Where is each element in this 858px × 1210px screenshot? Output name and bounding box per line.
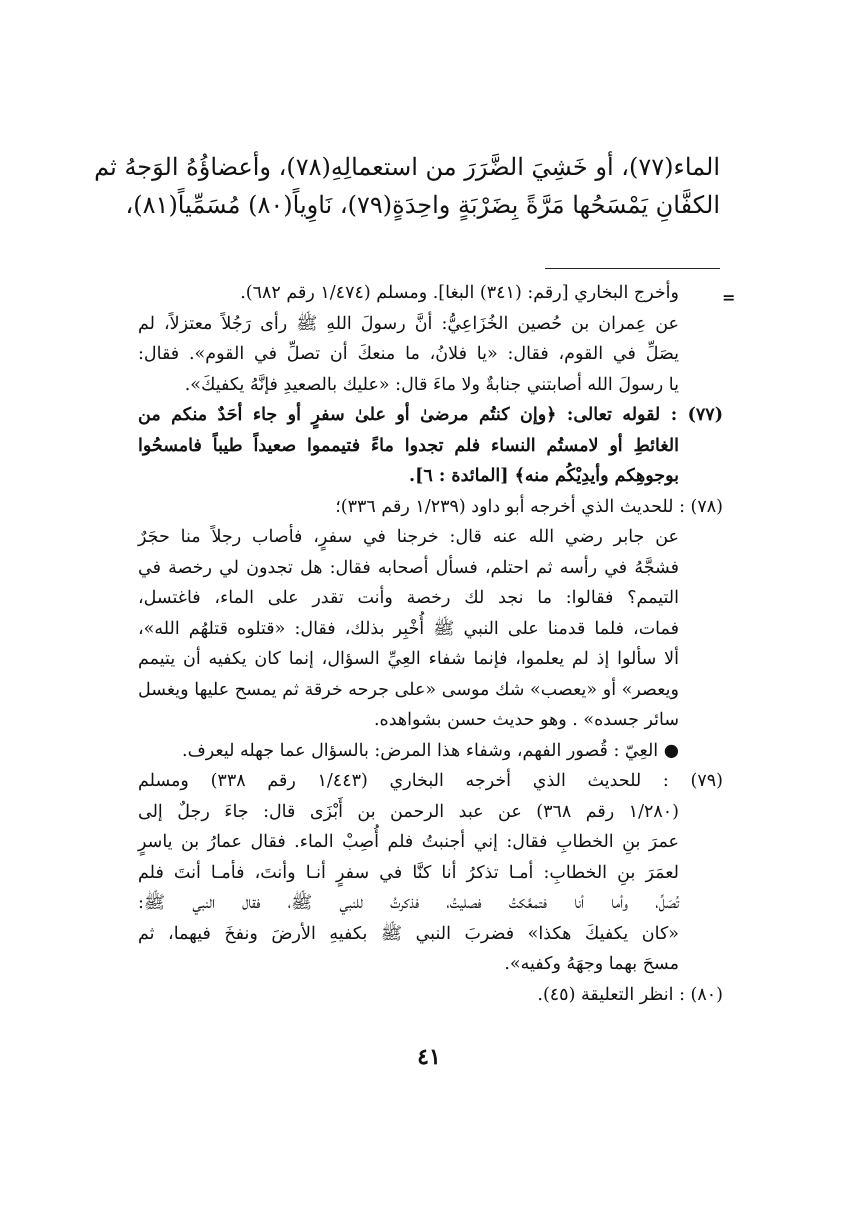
footnote-line: (٧٧) : لقوله تعالى: ﴿وإن كنتُم مرضىٰ أو علىٰ سفرٍ أو جاء أحَدٌ منكم من [138,405,723,425]
footnotes [138,278,723,1010]
footnote-line: (٨٠) : انظر التعليقة (٤٥). [537,984,723,1005]
footnote-line: عن جابر رضي الله عنه قال: خرجنا في سفرٍ، فأصاب رجلاً منا حجَرٌ [138,527,679,547]
footnote-line: يصَلِّ في القوم، فقال: «يا فلانُ، ما منعكَ أن تصلِّ في القوم». فقال: [138,344,679,364]
footnote-line: عمرَ بنِ الخطابِ فقال: إني أجنبتُ فلم أُصِبْ الماء. فقال عمارُ بن ياسرٍ [138,832,679,852]
footnote-line: تُصَلِّ، وأما أنا فتمعَّكتُ فصليتُ، فذكرتُ للنبي ﷺ، فقال النبي ﷺ: [138,893,679,913]
footnote-line: مسحَ بهما وجهَهُ وكفيه». [504,954,679,974]
footnote-line: (٧٨) : للحديث الذي أخرجه أبو داود (١/٢٣٩ رقم ٣٣٦)؛ [335,496,723,517]
page-number: ٤١ [417,1044,441,1070]
footnote-line: لعمَرَ بنِ الخطابِ: أمـا تذكرُ أنا كنَّا في سفرٍ أنـا وأنتَ، فأمـا أنتَ فلم [138,862,679,883]
main-text-line-2: الكفَّانِ يَمْسَحُها مَرَّةً بِضَرْبَةٍ واحِدَةٍ(٧٩)، نَاوِياً(٨٠) مُسَمِّياً(٨١)، [125,191,720,219]
footnote-line: ● العِيّ : قُصور الفهم، وشفاء هذا المرض: بالسؤال عما جهله ليعرف. [182,740,679,761]
footnote-line: بوجوهِكم وأيدِيْكُم منه﴾ [المائدة : ٦]. [408,466,679,486]
footnote-line: ألا سألوا إذ لم يعلموا، فإنما شفاء العِيِّ السؤال، إنما كان يكفيه أن يتيمم [138,649,679,669]
footnote-line: فمات، فلما قدمنا على النبي ﷺ أُخْبِر بذلك، فقال: «قتلوه قتلهُم الله»، [138,618,679,639]
footnote-line: الغائطِ أو لامستُم النساء فلم تجدوا ماءً فتيمموا صعيداً طيباً فامسحُوا [138,435,679,456]
footnote-line: سائر جسده» . وهو حديث حسن بشواهده. [373,710,679,730]
main-text [94,148,720,224]
main-text-line-1: الماء(٧٧)، أو خَشِيَ الضَّرَرَ من استعمالِهِ(٧٨)، وأعضاؤُهُ الوَجهُ ثم [94,153,720,181]
footnote-line: التيمم؟ فقالوا: ما نجد لك رخصة وأنت تقدر على الماء، فاغتسل، [138,588,679,608]
footnote-line: يا رسولَ الله أصابتني جنابةٌ ولا ماءَ قال: «عليك بالصعيدِ فإنَّهُ يكفيكَ». [184,374,679,395]
footnote-line: وأخرج البخاري [رقم: (٣٤١) البغا]. ومسلم (١/٤٧٤ رقم ٦٨٢). [240,283,679,303]
footnote-line: (١/٢٨٠ رقم ٣٦٨) عن عبد الرحمن بن أَبْزَى قال: جاءَ رجلٌ إلى [138,801,679,822]
footnote-line: ويعصر» أو «يعصب» شك موسى «على جرحه خرقة ثم يمسح عليها ويغسل [138,679,679,700]
footnote-line: «كان يكفيكَ هكذا» فضربَ النبي ﷺ بكفيهِ الأرضَ ونفخَ فيهما، ثم [138,923,679,944]
footnote-line: فشجَّهُ في رأسه ثم احتلم، فسأل أصحابه فقال: هل تجدون لي رخصة في [138,557,679,578]
continuation-mark: = [722,288,736,307]
footnote-separator [545,268,720,269]
footnote-line: (٧٩) : للحديث الذي أخرجه البخاري (١/٤٤٣ رقم ٣٣٨) ومسلم [138,771,723,791]
footnote-line: عن عِمران بن حُصين الخُزَاعِيُّ: أنَّ رسولَ اللهِ ﷺ رأى رَجُلاً معتزلاً، لم [138,313,679,334]
